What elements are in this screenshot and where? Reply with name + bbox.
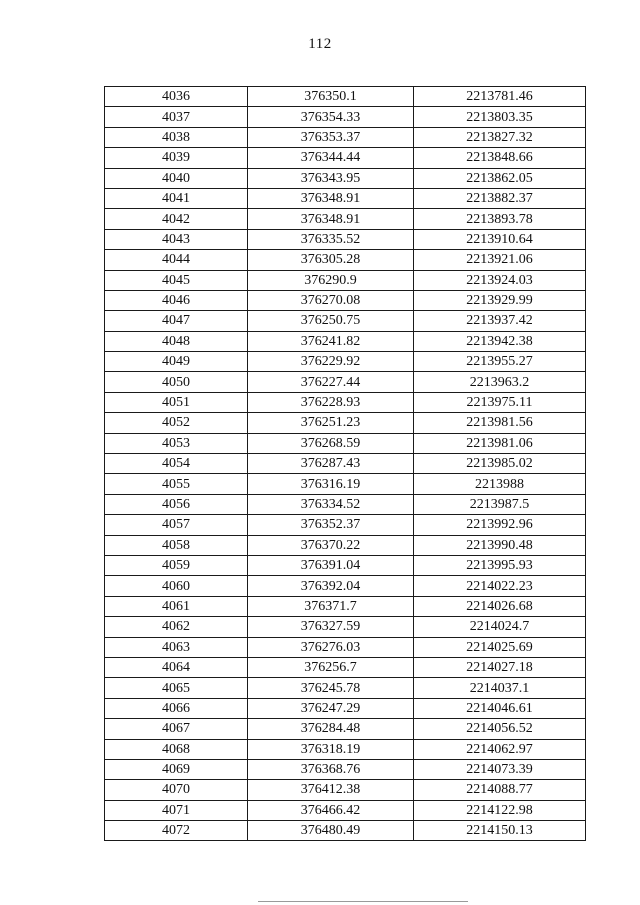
x-coordinate-cell: 376352.37 bbox=[248, 515, 414, 535]
x-coordinate-cell: 376368.76 bbox=[248, 759, 414, 779]
y-coordinate-cell: 2213781.46 bbox=[414, 87, 586, 107]
point-number-cell: 4039 bbox=[105, 148, 248, 168]
x-coordinate-cell: 376334.52 bbox=[248, 494, 414, 514]
point-number-cell: 4053 bbox=[105, 433, 248, 453]
y-coordinate-cell: 2214073.39 bbox=[414, 759, 586, 779]
page-number: 112 bbox=[308, 36, 332, 52]
point-number-cell: 4054 bbox=[105, 454, 248, 474]
table-row bbox=[105, 148, 586, 168]
x-coordinate-cell: 376251.23 bbox=[248, 413, 414, 433]
y-coordinate-cell: 2214024.7 bbox=[414, 617, 586, 637]
y-coordinate-cell: 2213988 bbox=[414, 474, 586, 494]
point-number-cell: 4062 bbox=[105, 617, 248, 637]
y-coordinate-cell: 2213929.99 bbox=[414, 290, 586, 310]
table-row bbox=[105, 821, 586, 841]
coordinates-table-body bbox=[105, 87, 586, 841]
point-number-cell: 4041 bbox=[105, 188, 248, 208]
point-number-cell: 4050 bbox=[105, 372, 248, 392]
point-number-cell: 4037 bbox=[105, 107, 248, 127]
y-coordinate-cell: 2213975.11 bbox=[414, 392, 586, 412]
table-row bbox=[105, 576, 586, 596]
table-row bbox=[105, 392, 586, 412]
x-coordinate-cell: 376247.29 bbox=[248, 698, 414, 718]
y-coordinate-cell: 2214150.13 bbox=[414, 821, 586, 841]
y-coordinate-cell: 2214022.23 bbox=[414, 576, 586, 596]
x-coordinate-cell: 376284.48 bbox=[248, 719, 414, 739]
y-coordinate-cell: 2213987.5 bbox=[414, 494, 586, 514]
y-coordinate-cell: 2214046.61 bbox=[414, 698, 586, 718]
x-coordinate-cell: 376256.7 bbox=[248, 657, 414, 677]
x-coordinate-cell: 376268.59 bbox=[248, 433, 414, 453]
y-coordinate-cell: 2213910.64 bbox=[414, 229, 586, 249]
table-row bbox=[105, 311, 586, 331]
point-number-cell: 4043 bbox=[105, 229, 248, 249]
table-row bbox=[105, 596, 586, 616]
point-number-cell: 4051 bbox=[105, 392, 248, 412]
x-coordinate-cell: 376354.33 bbox=[248, 107, 414, 127]
point-number-cell: 4069 bbox=[105, 759, 248, 779]
point-number-cell: 4046 bbox=[105, 290, 248, 310]
table-row bbox=[105, 698, 586, 718]
point-number-cell: 4070 bbox=[105, 780, 248, 800]
table-row bbox=[105, 535, 586, 555]
point-number-cell: 4058 bbox=[105, 535, 248, 555]
x-coordinate-cell: 376229.92 bbox=[248, 352, 414, 372]
y-coordinate-cell: 2213924.03 bbox=[414, 270, 586, 290]
table-row bbox=[105, 127, 586, 147]
x-coordinate-cell: 376466.42 bbox=[248, 800, 414, 820]
x-coordinate-cell: 376480.49 bbox=[248, 821, 414, 841]
y-coordinate-cell: 2213827.32 bbox=[414, 127, 586, 147]
y-coordinate-cell: 2213921.06 bbox=[414, 250, 586, 270]
point-number-cell: 4038 bbox=[105, 127, 248, 147]
y-coordinate-cell: 2214122.98 bbox=[414, 800, 586, 820]
x-coordinate-cell: 376344.44 bbox=[248, 148, 414, 168]
point-number-cell: 4061 bbox=[105, 596, 248, 616]
point-number-cell: 4068 bbox=[105, 739, 248, 759]
y-coordinate-cell: 2213985.02 bbox=[414, 454, 586, 474]
point-number-cell: 4072 bbox=[105, 821, 248, 841]
x-coordinate-cell: 376371.7 bbox=[248, 596, 414, 616]
x-coordinate-cell: 376391.04 bbox=[248, 555, 414, 575]
x-coordinate-cell: 376412.38 bbox=[248, 780, 414, 800]
y-coordinate-cell: 2213992.96 bbox=[414, 515, 586, 535]
x-coordinate-cell: 376270.08 bbox=[248, 290, 414, 310]
table-row bbox=[105, 780, 586, 800]
y-coordinate-cell: 2213981.56 bbox=[414, 413, 586, 433]
table-row bbox=[105, 719, 586, 739]
point-number-cell: 4044 bbox=[105, 250, 248, 270]
table-row bbox=[105, 107, 586, 127]
table-row bbox=[105, 290, 586, 310]
y-coordinate-cell: 2214062.97 bbox=[414, 739, 586, 759]
coordinates-table bbox=[104, 86, 586, 841]
x-coordinate-cell: 376228.93 bbox=[248, 392, 414, 412]
x-coordinate-cell: 376316.19 bbox=[248, 474, 414, 494]
point-number-cell: 4049 bbox=[105, 352, 248, 372]
y-coordinate-cell: 2214027.18 bbox=[414, 657, 586, 677]
y-coordinate-cell: 2214088.77 bbox=[414, 780, 586, 800]
point-number-cell: 4067 bbox=[105, 719, 248, 739]
point-number-cell: 4071 bbox=[105, 800, 248, 820]
point-number-cell: 4063 bbox=[105, 637, 248, 657]
table-row bbox=[105, 800, 586, 820]
x-coordinate-cell: 376353.37 bbox=[248, 127, 414, 147]
point-number-cell: 4055 bbox=[105, 474, 248, 494]
x-coordinate-cell: 376348.91 bbox=[248, 188, 414, 208]
y-coordinate-cell: 2213981.06 bbox=[414, 433, 586, 453]
point-number-cell: 4060 bbox=[105, 576, 248, 596]
point-number-cell: 4045 bbox=[105, 270, 248, 290]
y-coordinate-cell: 2213862.05 bbox=[414, 168, 586, 188]
y-coordinate-cell: 2213942.38 bbox=[414, 331, 586, 351]
x-coordinate-cell: 376370.22 bbox=[248, 535, 414, 555]
x-coordinate-cell: 376250.75 bbox=[248, 311, 414, 331]
table-row bbox=[105, 657, 586, 677]
point-number-cell: 4059 bbox=[105, 555, 248, 575]
x-coordinate-cell: 376227.44 bbox=[248, 372, 414, 392]
table-row bbox=[105, 474, 586, 494]
point-number-cell: 4042 bbox=[105, 209, 248, 229]
y-coordinate-cell: 2213990.48 bbox=[414, 535, 586, 555]
bottom-rule bbox=[258, 901, 468, 902]
y-coordinate-cell: 2214026.68 bbox=[414, 596, 586, 616]
table-row bbox=[105, 250, 586, 270]
point-number-cell: 4047 bbox=[105, 311, 248, 331]
x-coordinate-cell: 376287.43 bbox=[248, 454, 414, 474]
x-coordinate-cell: 376327.59 bbox=[248, 617, 414, 637]
table-row bbox=[105, 515, 586, 535]
table-row bbox=[105, 637, 586, 657]
table-row bbox=[105, 188, 586, 208]
x-coordinate-cell: 376290.9 bbox=[248, 270, 414, 290]
table-row bbox=[105, 494, 586, 514]
point-number-cell: 4064 bbox=[105, 657, 248, 677]
y-coordinate-cell: 2214037.1 bbox=[414, 678, 586, 698]
table-row bbox=[105, 372, 586, 392]
y-coordinate-cell: 2213893.78 bbox=[414, 209, 586, 229]
x-coordinate-cell: 376335.52 bbox=[248, 229, 414, 249]
table-row bbox=[105, 352, 586, 372]
x-coordinate-cell: 376392.04 bbox=[248, 576, 414, 596]
x-coordinate-cell: 376241.82 bbox=[248, 331, 414, 351]
x-coordinate-cell: 376318.19 bbox=[248, 739, 414, 759]
y-coordinate-cell: 2213937.42 bbox=[414, 311, 586, 331]
point-number-cell: 4040 bbox=[105, 168, 248, 188]
point-number-cell: 4056 bbox=[105, 494, 248, 514]
y-coordinate-cell: 2214025.69 bbox=[414, 637, 586, 657]
table-row bbox=[105, 555, 586, 575]
point-number-cell: 4048 bbox=[105, 331, 248, 351]
table-row bbox=[105, 739, 586, 759]
x-coordinate-cell: 376343.95 bbox=[248, 168, 414, 188]
table-row bbox=[105, 454, 586, 474]
point-number-cell: 4066 bbox=[105, 698, 248, 718]
x-coordinate-cell: 376276.03 bbox=[248, 637, 414, 657]
table-row bbox=[105, 209, 586, 229]
y-coordinate-cell: 2213882.37 bbox=[414, 188, 586, 208]
point-number-cell: 4065 bbox=[105, 678, 248, 698]
x-coordinate-cell: 376350.1 bbox=[248, 87, 414, 107]
table-row bbox=[105, 759, 586, 779]
y-coordinate-cell: 2213803.35 bbox=[414, 107, 586, 127]
y-coordinate-cell: 2214056.52 bbox=[414, 719, 586, 739]
table-row bbox=[105, 678, 586, 698]
y-coordinate-cell: 2213963.2 bbox=[414, 372, 586, 392]
y-coordinate-cell: 2213848.66 bbox=[414, 148, 586, 168]
y-coordinate-cell: 2213995.93 bbox=[414, 555, 586, 575]
table-row bbox=[105, 617, 586, 637]
point-number-cell: 4052 bbox=[105, 413, 248, 433]
table-row bbox=[105, 87, 586, 107]
point-number-cell: 4036 bbox=[105, 87, 248, 107]
table-row bbox=[105, 229, 586, 249]
table-row bbox=[105, 168, 586, 188]
table-row bbox=[105, 331, 586, 351]
table-row bbox=[105, 270, 586, 290]
x-coordinate-cell: 376348.91 bbox=[248, 209, 414, 229]
y-coordinate-cell: 2213955.27 bbox=[414, 352, 586, 372]
table-row bbox=[105, 413, 586, 433]
x-coordinate-cell: 376245.78 bbox=[248, 678, 414, 698]
point-number-cell: 4057 bbox=[105, 515, 248, 535]
table-row bbox=[105, 433, 586, 453]
x-coordinate-cell: 376305.28 bbox=[248, 250, 414, 270]
